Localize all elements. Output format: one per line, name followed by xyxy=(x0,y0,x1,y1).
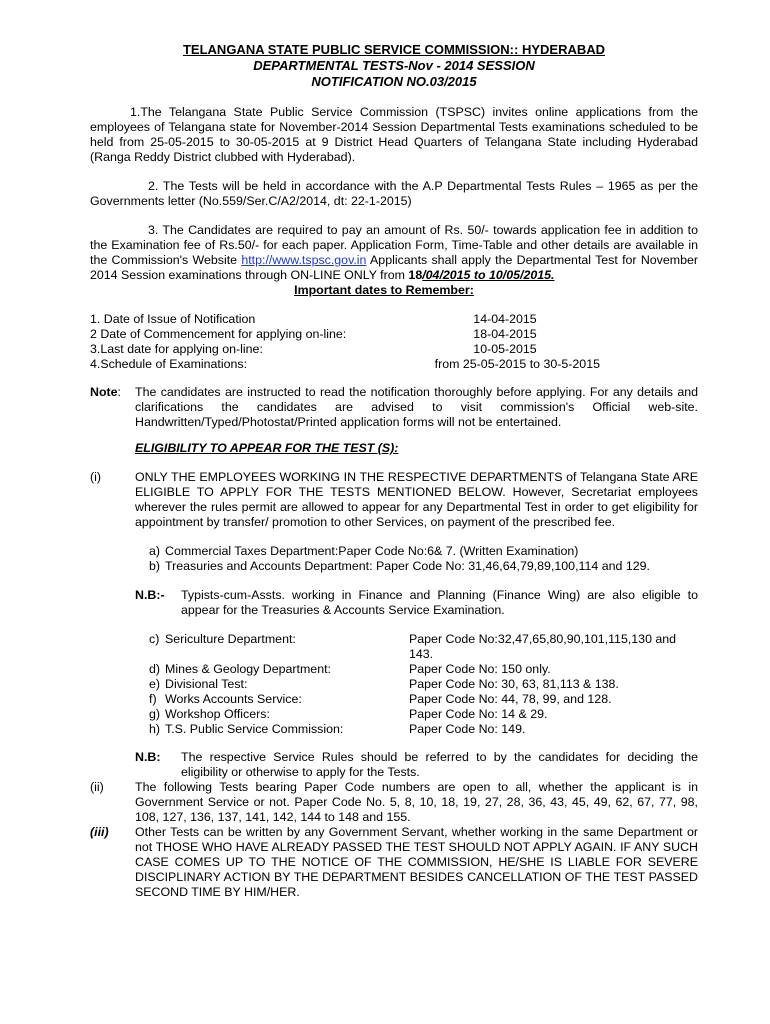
sub-item xyxy=(135,544,698,559)
paper-code-table xyxy=(135,632,698,737)
paper-dept: Works Accounts Service: xyxy=(165,692,302,706)
paper-row xyxy=(135,677,698,692)
sub-text: Commercial Taxes Department:Paper Code No:6& 7. (Written Examination) xyxy=(165,544,579,558)
paper-code: Paper Code No: 149. xyxy=(409,722,526,736)
sub-item xyxy=(135,559,698,574)
important-dates-list xyxy=(90,312,698,372)
nb-typists xyxy=(135,588,698,618)
date-value: from 25-05-2015 to 30-5-2015 xyxy=(434,357,600,371)
item-number: (ii) xyxy=(90,780,104,794)
paper-row xyxy=(135,662,698,677)
paper-row xyxy=(135,692,698,707)
item-text: The following Tests bearing Paper Code numbers are open to all, whether the applicant is in Government Service or not. Paper Code No. 5, 8, 10, 18, 19, 27, 28, 36, 43, 45, 49, 62, 67, 77, 98, 108, 127, 136, 137, 141, 142, 144 to 148 and 155. xyxy=(135,780,698,824)
sub-letter: c) xyxy=(149,632,160,646)
nb-label: N.B: xyxy=(135,750,161,764)
note-block xyxy=(90,385,698,430)
item-iii xyxy=(90,825,698,900)
sub-letter: b) xyxy=(149,559,161,573)
paragraph-1: 1.The Telangana State Public Service Commission (TSPSC) invites online applications from the employees of Telangana state for November-2014 Session Departmental Tests examinations scheduled to be held from 25-05-2015 to 30-05-2015 at 9 District Head Quarters of Telangana State including Hyderabad (Ranga Reddy District clubbed with Hyderabad). xyxy=(90,105,698,164)
paper-row xyxy=(135,707,698,722)
paper-code: Paper Code No: 14 & 29. xyxy=(409,707,548,721)
website-link[interactable]: http://www.tspsc.gov.in xyxy=(241,253,367,267)
date-label: 4.Schedule of Examinations: xyxy=(90,357,248,371)
sub-letter: f) xyxy=(149,692,157,706)
paragraph-3-text-a: 3. The Candidates are required to pay an amount of Rs. 50/- towards application fee in addition to the Examination fee of Rs.50/- for each paper. Application Form, Time-Table and other details are available in the Commission's Website xyxy=(90,223,698,267)
paper-code: Paper Code No: 150 only. xyxy=(409,662,551,676)
note-text: The candidates are instructed to read the notification thoroughly before applying. For any details and clarifications the candidates are advised to visit commission's Official web-site. Handwritten/Typed/Photostat/Printed application forms will not be entertained. xyxy=(135,385,698,429)
date-label: 3.Last date for applying on-line: xyxy=(90,342,263,356)
item-text: Other Tests can be written by any Government Servant, whether working in the same Department or not THOSE WHO HAVE ALREADY PASSED THE TEST SHOULD NOT APPLY AGAIN. IF ANY SUCH CASE COMES UP TO THE NOTICE OF THE COMMISSION, HE/SHE IS LIABLE FOR SEVERE DISCIPLINARY ACTION BY THE DEPARTMENT BESIDES CANCELLATION OF THE TEST PASSED SECOND TIME BY HIM/HER. xyxy=(135,825,698,899)
apply-date-start: 18 xyxy=(408,268,423,282)
date-value: 10-05-2015 xyxy=(473,342,537,356)
item-ii xyxy=(90,780,698,825)
header-session: DEPARTMENTAL TESTS-Nov - 2014 SESSION xyxy=(253,58,535,73)
sub-letter: a) xyxy=(149,544,161,558)
paper-dept: Workshop Officers: xyxy=(165,707,270,721)
sub-text: Treasuries and Accounts Department: Paper Code No: 31,46,64,79,89,100,114 and 129. xyxy=(165,559,650,573)
item-i xyxy=(90,470,698,530)
header-notification-number: NOTIFICATION NO.03/2015 xyxy=(311,74,477,89)
important-dates-title: Important dates to Remember: xyxy=(294,283,474,297)
date-row xyxy=(90,327,698,342)
sub-list-ab xyxy=(135,544,698,574)
item-text: ONLY THE EMPLOYEES WORKING IN THE RESPECTIVE DEPARTMENTS of Telangana State ARE ELIGIBLE TO APPLY FOR THE TESTS MENTIONED BELOW. However, Secretariat employees wherever the rules permit are allowed to appear for any Departmental Test in order to get eligibility for appointment by transfer/ promotion to other Services, on payment of the prescribed fee. xyxy=(135,470,698,529)
apply-date-range: /04/2015 to 10/05/2015. xyxy=(422,268,555,282)
date-row xyxy=(90,312,698,327)
paper-dept: Mines & Geology Department: xyxy=(165,662,331,676)
nb-service-rules xyxy=(135,750,698,780)
sub-letter: d) xyxy=(149,662,161,676)
paper-row xyxy=(135,722,698,737)
eligibility-title: ELIGIBILITY TO APPEAR FOR THE TEST (S): xyxy=(135,441,399,455)
paper-row xyxy=(135,632,698,662)
paper-dept: Divisional Test: xyxy=(165,677,248,691)
nb-label: N.B:- xyxy=(135,588,165,602)
note-label: Note: xyxy=(90,385,121,399)
item-number: (iii) xyxy=(90,825,109,839)
date-row xyxy=(90,357,698,372)
item-number: (i) xyxy=(90,470,102,484)
header-commission: TELANGANA STATE PUBLIC SERVICE COMMISSION:: HYDERABAD xyxy=(182,42,606,57)
paper-code: Paper Code No: 44, 78, 99, and 128. xyxy=(409,692,612,706)
sub-letter: e) xyxy=(149,677,161,691)
paper-code: Paper Code No:32,47,65,80,90,101,115,130 and 143. xyxy=(409,632,677,661)
paragraph-2: 2. The Tests will be held in accordance with the A.P Departmental Tests Rules – 1965 as per the Governments letter (No.559/Ser.C/A2/2014, dt: 22-1-2015) xyxy=(90,179,698,208)
paragraph-3 xyxy=(90,223,698,283)
paper-dept: Sericulture Department: xyxy=(165,632,296,646)
date-label: 2 Date of Commencement for applying on-line: xyxy=(90,327,347,341)
nb-text: Typists-cum-Assts. working in Finance and Planning (Finance Wing) are also eligible to appear for the Treasuries & Accounts Service Examination. xyxy=(181,588,698,617)
paper-dept: T.S. Public Service Commission: xyxy=(165,722,344,736)
paragraph-3-text-b: Applicants shall apply the Departmental Test for November 2014 Session examinations through ON-LINE ONLY from xyxy=(90,253,698,282)
paper-code: Paper Code No: 30, 63, 81,113 & 138. xyxy=(409,677,619,691)
date-label: 1. Date of Issue of Notification xyxy=(90,312,256,326)
nb-text: The respective Service Rules should be referred to by the candidates for deciding the eligibility or otherwise to apply for the Tests. xyxy=(181,750,698,779)
date-row xyxy=(90,342,698,357)
date-value: 18-04-2015 xyxy=(473,327,537,341)
date-value: 14-04-2015 xyxy=(473,312,537,326)
sub-letter: g) xyxy=(149,707,161,721)
sub-letter: h) xyxy=(149,722,161,736)
